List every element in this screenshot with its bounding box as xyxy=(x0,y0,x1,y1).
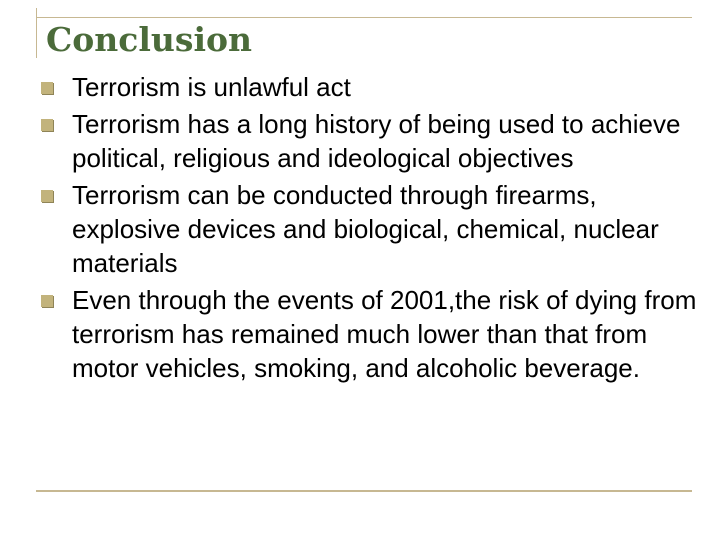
square-bullet-icon xyxy=(41,295,53,307)
bullet-item xyxy=(40,283,700,385)
bullet-text: Terrorism can be conducted through firearms, explosive devices and biological, chemical, nuclear materials xyxy=(72,180,659,278)
left-accent-rule xyxy=(36,8,37,58)
bullet-list xyxy=(40,70,700,388)
square-bullet-icon xyxy=(41,119,53,131)
square-bullet-icon xyxy=(41,190,53,202)
bullet-text: Terrorism has a long history of being used to achieve political, religious and ideological objectives xyxy=(72,109,681,173)
slide-title: Conclusion xyxy=(46,20,253,59)
bottom-rule xyxy=(36,490,692,492)
bullet-item xyxy=(40,70,700,104)
bullet-item xyxy=(40,107,700,175)
bullet-item xyxy=(40,178,700,280)
bullet-text: Even through the events of 2001,the risk of dying from terrorism has remained much lower than that from motor vehicles, smoking, and alcoholic beverage. xyxy=(72,285,697,383)
bullet-text: Terrorism is unlawful act xyxy=(72,72,351,102)
square-bullet-icon xyxy=(41,82,53,94)
